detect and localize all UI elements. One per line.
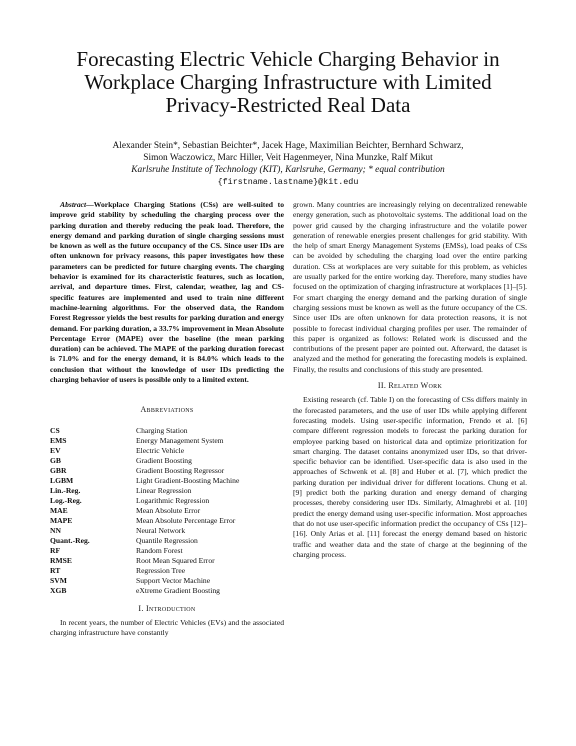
title-line: Forecasting Electric Vehicle Charging Behavior in	[76, 47, 500, 71]
abbreviation-definition: Mean Absolute Percentage Error	[136, 515, 236, 525]
abbreviation-definition: Gradient Boosting	[136, 455, 192, 465]
affiliation: Karlsruhe Institute of Technology (KIT), Karlsruhe, Germany; * equal contribution	[131, 165, 445, 175]
abbreviation-term: GB	[50, 455, 61, 465]
abbreviation-row	[50, 556, 284, 566]
abbreviation-row	[50, 436, 284, 446]
abbreviation-row	[50, 506, 284, 516]
abbreviation-term: CS	[50, 425, 60, 435]
abbreviation-row	[50, 456, 284, 466]
abbreviation-row	[50, 576, 284, 586]
abbreviation-term: RT	[50, 565, 61, 575]
paper-title	[40, 48, 536, 117]
abbreviation-definition: Root Mean Squared Error	[136, 555, 215, 565]
abbreviation-row	[50, 536, 284, 546]
intro-paragraph: In recent years, the number of Electric Vehicles (EVs) and the associated charging infrastructure have constantly	[50, 617, 284, 638]
related-work-paragraph: Existing research (cf. Table I) on the forecasting of CSs differs mainly in the forecasted parameters, and the use of user IDs while applying different forecasting models. Using user-specific information, Frendo et al. [6] compare different regression models to forecast the parking duration for employee parking based on historical data and optimize prioritization for smart charging. The dataset contains anonymized user IDs, so that driver-specific behavior can be identified. User-specific data is also used in the approaches of Schwenk et al. [8] and Huber et al. [7], which predict the parking duration per individual driver for different locations. Chung et al. [9] predict both the parking duration and energy demand of charging processes, thereby considering user IDs. Similarly, Almaghrebi et al. [10] predict the energy demand using user-specific information. Most approaches that do not use user-specific information predict the occupancy of CSs [12]–[16]. Only Arias et al. [11] forecast the energy demand based on historic traffic and weather data and the state of charge at the beginning of the charging process.	[293, 395, 527, 559]
abbreviation-term: Quant.-Reg.	[50, 535, 90, 545]
abbreviation-definition: Regression Tree	[136, 565, 186, 575]
authors-line: Alexander Stein*, Sebastian Beichter*, Jacek Hage, Maximilian Beichter, Bernhard Schwarz,	[112, 141, 464, 151]
abbreviation-term: RMSE	[50, 555, 72, 565]
abbreviations-heading: Abbreviations	[140, 405, 194, 415]
abstract-body: —Workplace Charging Stations (CSs) are well-suited to improve grid stability by scheduling the charging process over the parking duration and thereby reducing the peak load. Therefore, the energy demand and parking duration of single charging sessions must be known as well as the future occupancy of the CS. Since user IDs are often unknown for privacy reasons, this paper investigates how these parameters can be predicted for future charging events. The charging behavior is examined for its characteristic features, such as location, arrival, and departure times. First, calendar, weather, lag and CS-specific features are implemented and used to train nine different machine-learning algorithms. For the observed data, the Random Forest Regressor yields the best results for parking duration and energy demand. For parking duration, a 33.7% improvement in Mean Absolute Percentage Error (MAPE) over the baseline (the mean parking duration) can be achieved. The MAPE of the parking duration forecast is 71.0% and for the energy demand, it is 84.0% which leads to the conclusion that without the knowledge of user IDs predicting the charging behavior of users is possible only to a limited extent.	[50, 200, 284, 385]
abbreviation-row	[50, 426, 284, 436]
left-column	[50, 200, 284, 639]
email: {firstname.lastname}@kit.edu	[217, 177, 359, 187]
abbreviation-term: MAE	[50, 505, 68, 515]
title-line: Privacy-Restricted Real Data	[165, 93, 411, 117]
intro-heading: I. Introduction	[138, 603, 196, 613]
abbreviation-row	[50, 496, 284, 506]
abbreviation-definition: Gradient Boosting Regressor	[136, 465, 225, 475]
abbreviation-term: LGBM	[50, 475, 74, 485]
abstract	[50, 200, 284, 385]
abbreviation-definition: Neural Network	[136, 525, 186, 535]
abbreviation-definition: Random Forest	[136, 545, 183, 555]
abbreviation-definition: Energy Management System	[136, 435, 224, 445]
abbreviation-row	[50, 486, 284, 496]
abbreviation-definition: Support Vector Machine	[136, 575, 211, 585]
abbreviation-row	[50, 466, 284, 476]
abbreviation-term: EMS	[50, 435, 67, 445]
abstract-lead: Abstract	[60, 200, 87, 209]
authors-line: Simon Waczowicz, Marc Hiller, Veit Hagenmeyer, Nina Munzke, Ralf Mikut	[143, 153, 433, 163]
abbreviation-row	[50, 516, 284, 526]
abbreviation-definition: eXtreme Gradient Boosting	[136, 585, 220, 595]
abbreviation-term: NN	[50, 525, 61, 535]
abbreviation-definition: Mean Absolute Error	[136, 505, 201, 515]
abbreviation-term: GBR	[50, 465, 67, 475]
abbreviation-row	[50, 586, 284, 596]
related-work-heading: II. Related Work	[377, 381, 443, 391]
abbreviation-term: RF	[50, 545, 61, 555]
abbreviation-definition: Logarithmic Regression	[136, 495, 210, 505]
abbreviation-term: MAPE	[50, 515, 73, 525]
abbreviation-term: EV	[50, 445, 61, 455]
title-line: Workplace Charging Infrastructure with Limited	[84, 70, 492, 94]
abbreviation-term: Lin.-Reg.	[50, 485, 81, 495]
body-paragraph: grown. Many countries are increasingly relying on decentralized renewable energy generation, such as photovoltaic systems. The additional load on the power grid caused by the charging infrastructure and the volatile power generation of renewable energies present challenges for grid stability. With the help of smart Energy Management Systems (EMSs), load peaks of CSs can be avoided by scheduling the charging load over the entire parking duration. CSs at workplaces are very suitable for this problem, as vehicles are usually parked for the entire working day. Therefore, many studies have focused on the optimization of charging infrastructure at workplaces [1]–[5]. For smart charging the energy demand and the parking duration of single charging sessions must be known as well as the future occupancy of the CS. Since user IDs are often unknown for data protection reasons, it is not possible to forecast individual charging profiles per user. The remainder of this paper is organized as follows: Related work is discussed and the contributions of the present paper are pointed out. Afterward, the dataset is analyzed and the method for generating the forecasting models is explained. Finally, the results and conclusions of this study are presented.	[293, 200, 527, 374]
abbreviation-definition: Electric Vehicle	[136, 445, 185, 455]
abbreviation-definition: Charging Station	[136, 425, 188, 435]
author-block	[40, 140, 536, 188]
abbreviation-term: XGB	[50, 585, 67, 595]
abbreviation-row	[50, 446, 284, 456]
right-column	[293, 200, 527, 560]
abbreviation-term: Log.-Reg.	[50, 495, 82, 505]
abbreviation-term: SVM	[50, 575, 67, 585]
abbreviation-row	[50, 546, 284, 556]
abbreviation-row	[50, 566, 284, 576]
abbreviation-row	[50, 526, 284, 536]
abbreviation-definition: Linear Regression	[136, 485, 192, 495]
abbreviations-table	[50, 426, 284, 596]
abbreviation-row	[50, 476, 284, 486]
abbreviation-definition: Quantile Regression	[136, 535, 198, 545]
abbreviation-definition: Light Gradient-Boosting Machine	[136, 475, 240, 485]
